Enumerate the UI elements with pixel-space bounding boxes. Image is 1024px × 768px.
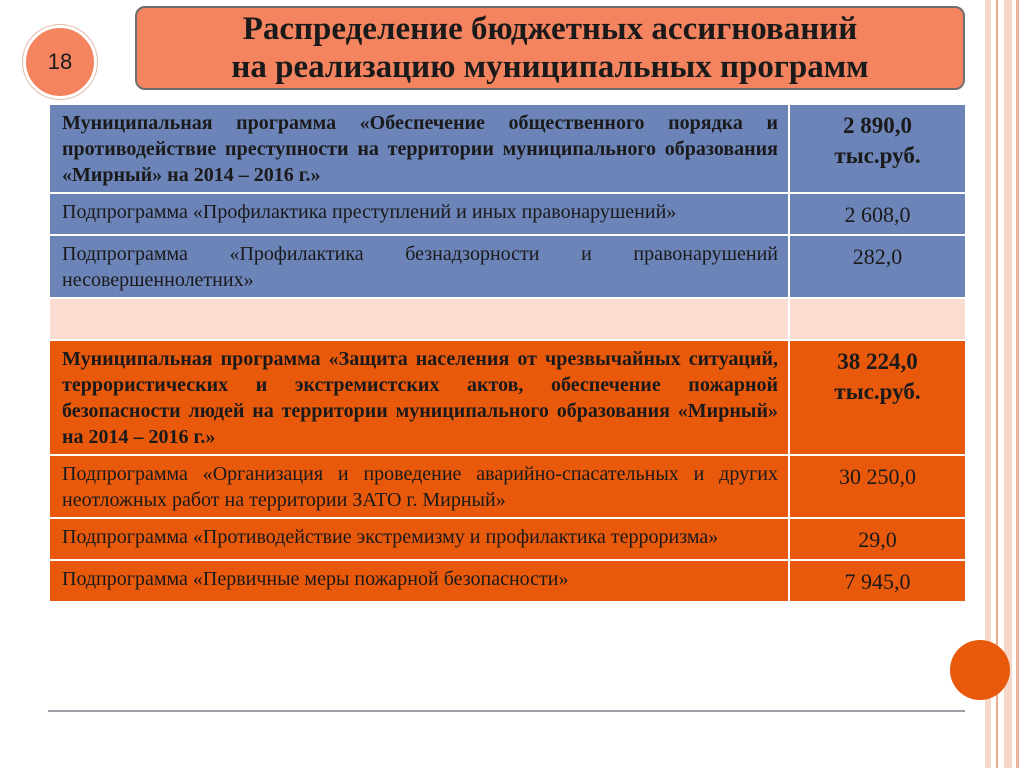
table-bottom-rule <box>48 710 965 712</box>
subprogram-description: Подпрограмма «Организация и проведение аварийно-спасательных и других неотложных работ на территории ЗАТО г. Мирный» <box>49 455 789 518</box>
table-row-spacer <box>49 298 966 340</box>
subprogram-amount: 30 250,0 <box>789 455 966 518</box>
subprogram-amount: 29,0 <box>789 518 966 560</box>
program-description: Муниципальная программа «Обеспечение общественного порядка и противодействие преступности на территории муниципального образования «Мирный» на 2014 – 2016 г.» <box>49 104 789 193</box>
decorative-edge-stripe <box>1016 0 1019 768</box>
subprogram-description: Подпрограмма «Противодействие экстремизму и профилактика терроризма» <box>49 518 789 560</box>
slide-title-line-2: на реализацию муниципальных программ <box>231 49 869 85</box>
amount-value: 38 224,0 <box>837 349 918 374</box>
subprogram-description: Подпрограмма «Первичные меры пожарной безопасности» <box>49 560 789 602</box>
slide-title-box <box>135 6 965 90</box>
slide-title-line-1: Распределение бюджетных ассигнований <box>242 11 858 47</box>
table-row-subprogram <box>49 560 966 602</box>
slide-number-badge <box>23 25 97 99</box>
budget-allocation-table <box>48 103 967 603</box>
subprogram-amount: 2 608,0 <box>789 193 966 235</box>
decorative-circle <box>950 640 1010 700</box>
amount-unit: тыс.руб. <box>834 143 921 168</box>
table-row-subprogram <box>49 235 966 298</box>
spacer-cell <box>789 298 966 340</box>
table-row-subprogram <box>49 518 966 560</box>
subprogram-amount: 282,0 <box>789 235 966 298</box>
program-amount-cell <box>789 340 966 455</box>
table-row-program <box>49 104 966 193</box>
amount-value: 2 890,0 <box>843 113 912 138</box>
table-row-subprogram <box>49 193 966 235</box>
subprogram-description: Подпрограмма «Профилактика преступлений и иных правонарушений» <box>49 193 789 235</box>
subprogram-amount: 7 945,0 <box>789 560 966 602</box>
slide-number: 18 <box>47 49 73 74</box>
table-row-subprogram <box>49 455 966 518</box>
program-description: Муниципальная программа «Защита населения от чрезвычайных ситуаций, террористических и экстремистских актов, обеспечение пожарной безопасности людей на территории муниципального образования «Мирный» на 2014 – 2016 г.» <box>49 340 789 455</box>
amount-unit: тыс.руб. <box>834 379 921 404</box>
subprogram-description: Подпрограмма «Профилактика безнадзорности и правонарушений несовершеннолетних» <box>49 235 789 298</box>
program-amount-cell <box>789 104 966 193</box>
spacer-cell <box>49 298 789 340</box>
table-row-program <box>49 340 966 455</box>
